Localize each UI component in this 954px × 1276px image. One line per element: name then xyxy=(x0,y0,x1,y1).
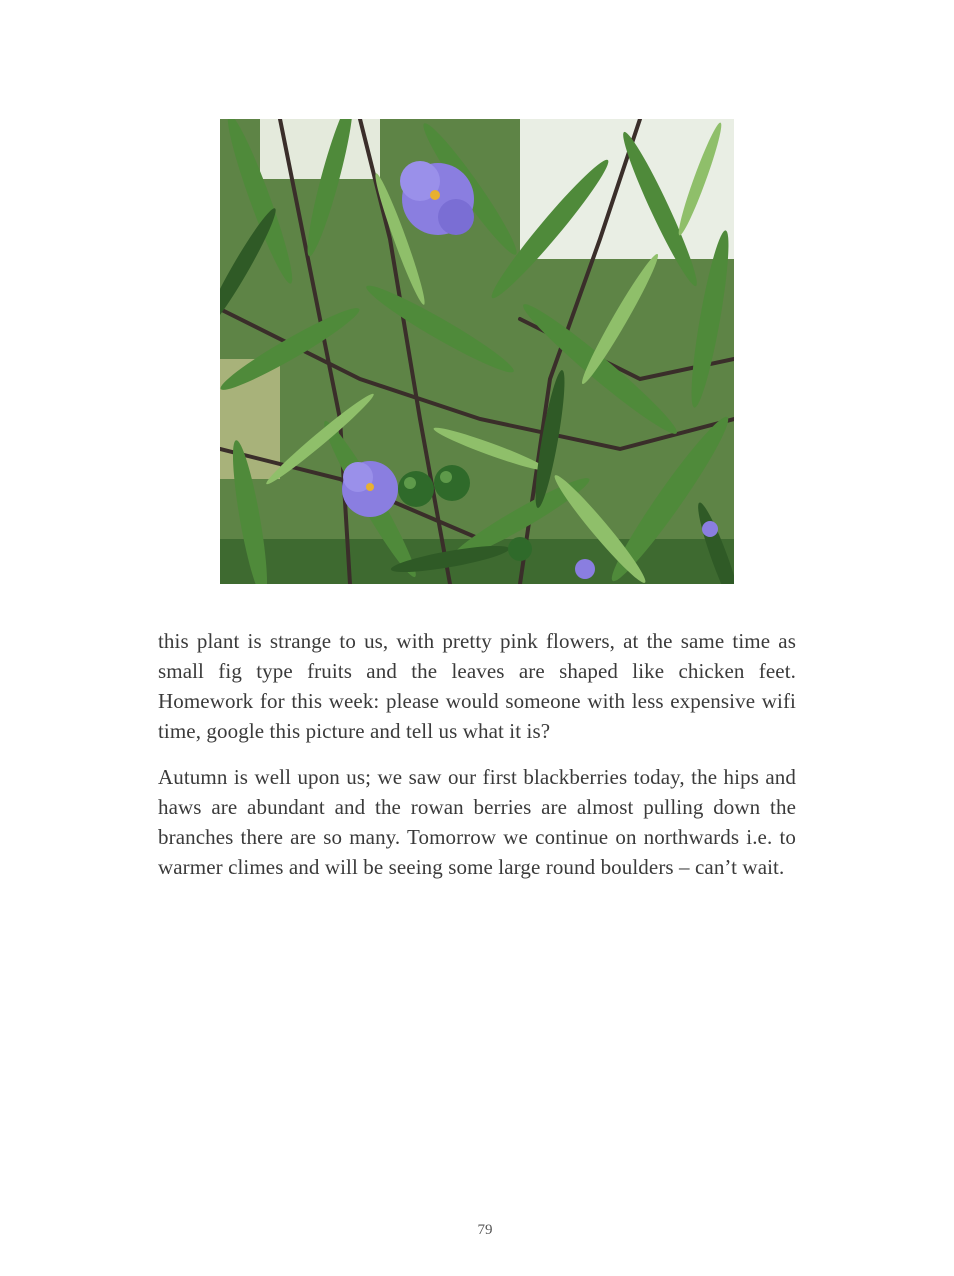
paragraph-plant: this plant is strange to us, with pretty pink flowers, at the same time as small fig type fruits and the leaves are shaped like chicken feet. Homework for this week: please would someone with less expensive wifi time, google this picture and tell us what it is? xyxy=(158,629,796,743)
purple-flower-bottom xyxy=(342,461,398,517)
plant-photo xyxy=(220,119,734,584)
page-number: 79 xyxy=(477,1222,493,1238)
plant-photo-drawing xyxy=(220,119,734,584)
paragraph-autumn: Autumn is well upon us; we saw our first blackberries today, the hips and haws are abundant and the rowan berries are almost pulling down the branches there are so many. Tomorrow we continue on northwards i.e. to warmer climes and will be seeing some large round boulders – can’t wait. xyxy=(158,765,796,879)
body-text xyxy=(158,626,796,898)
